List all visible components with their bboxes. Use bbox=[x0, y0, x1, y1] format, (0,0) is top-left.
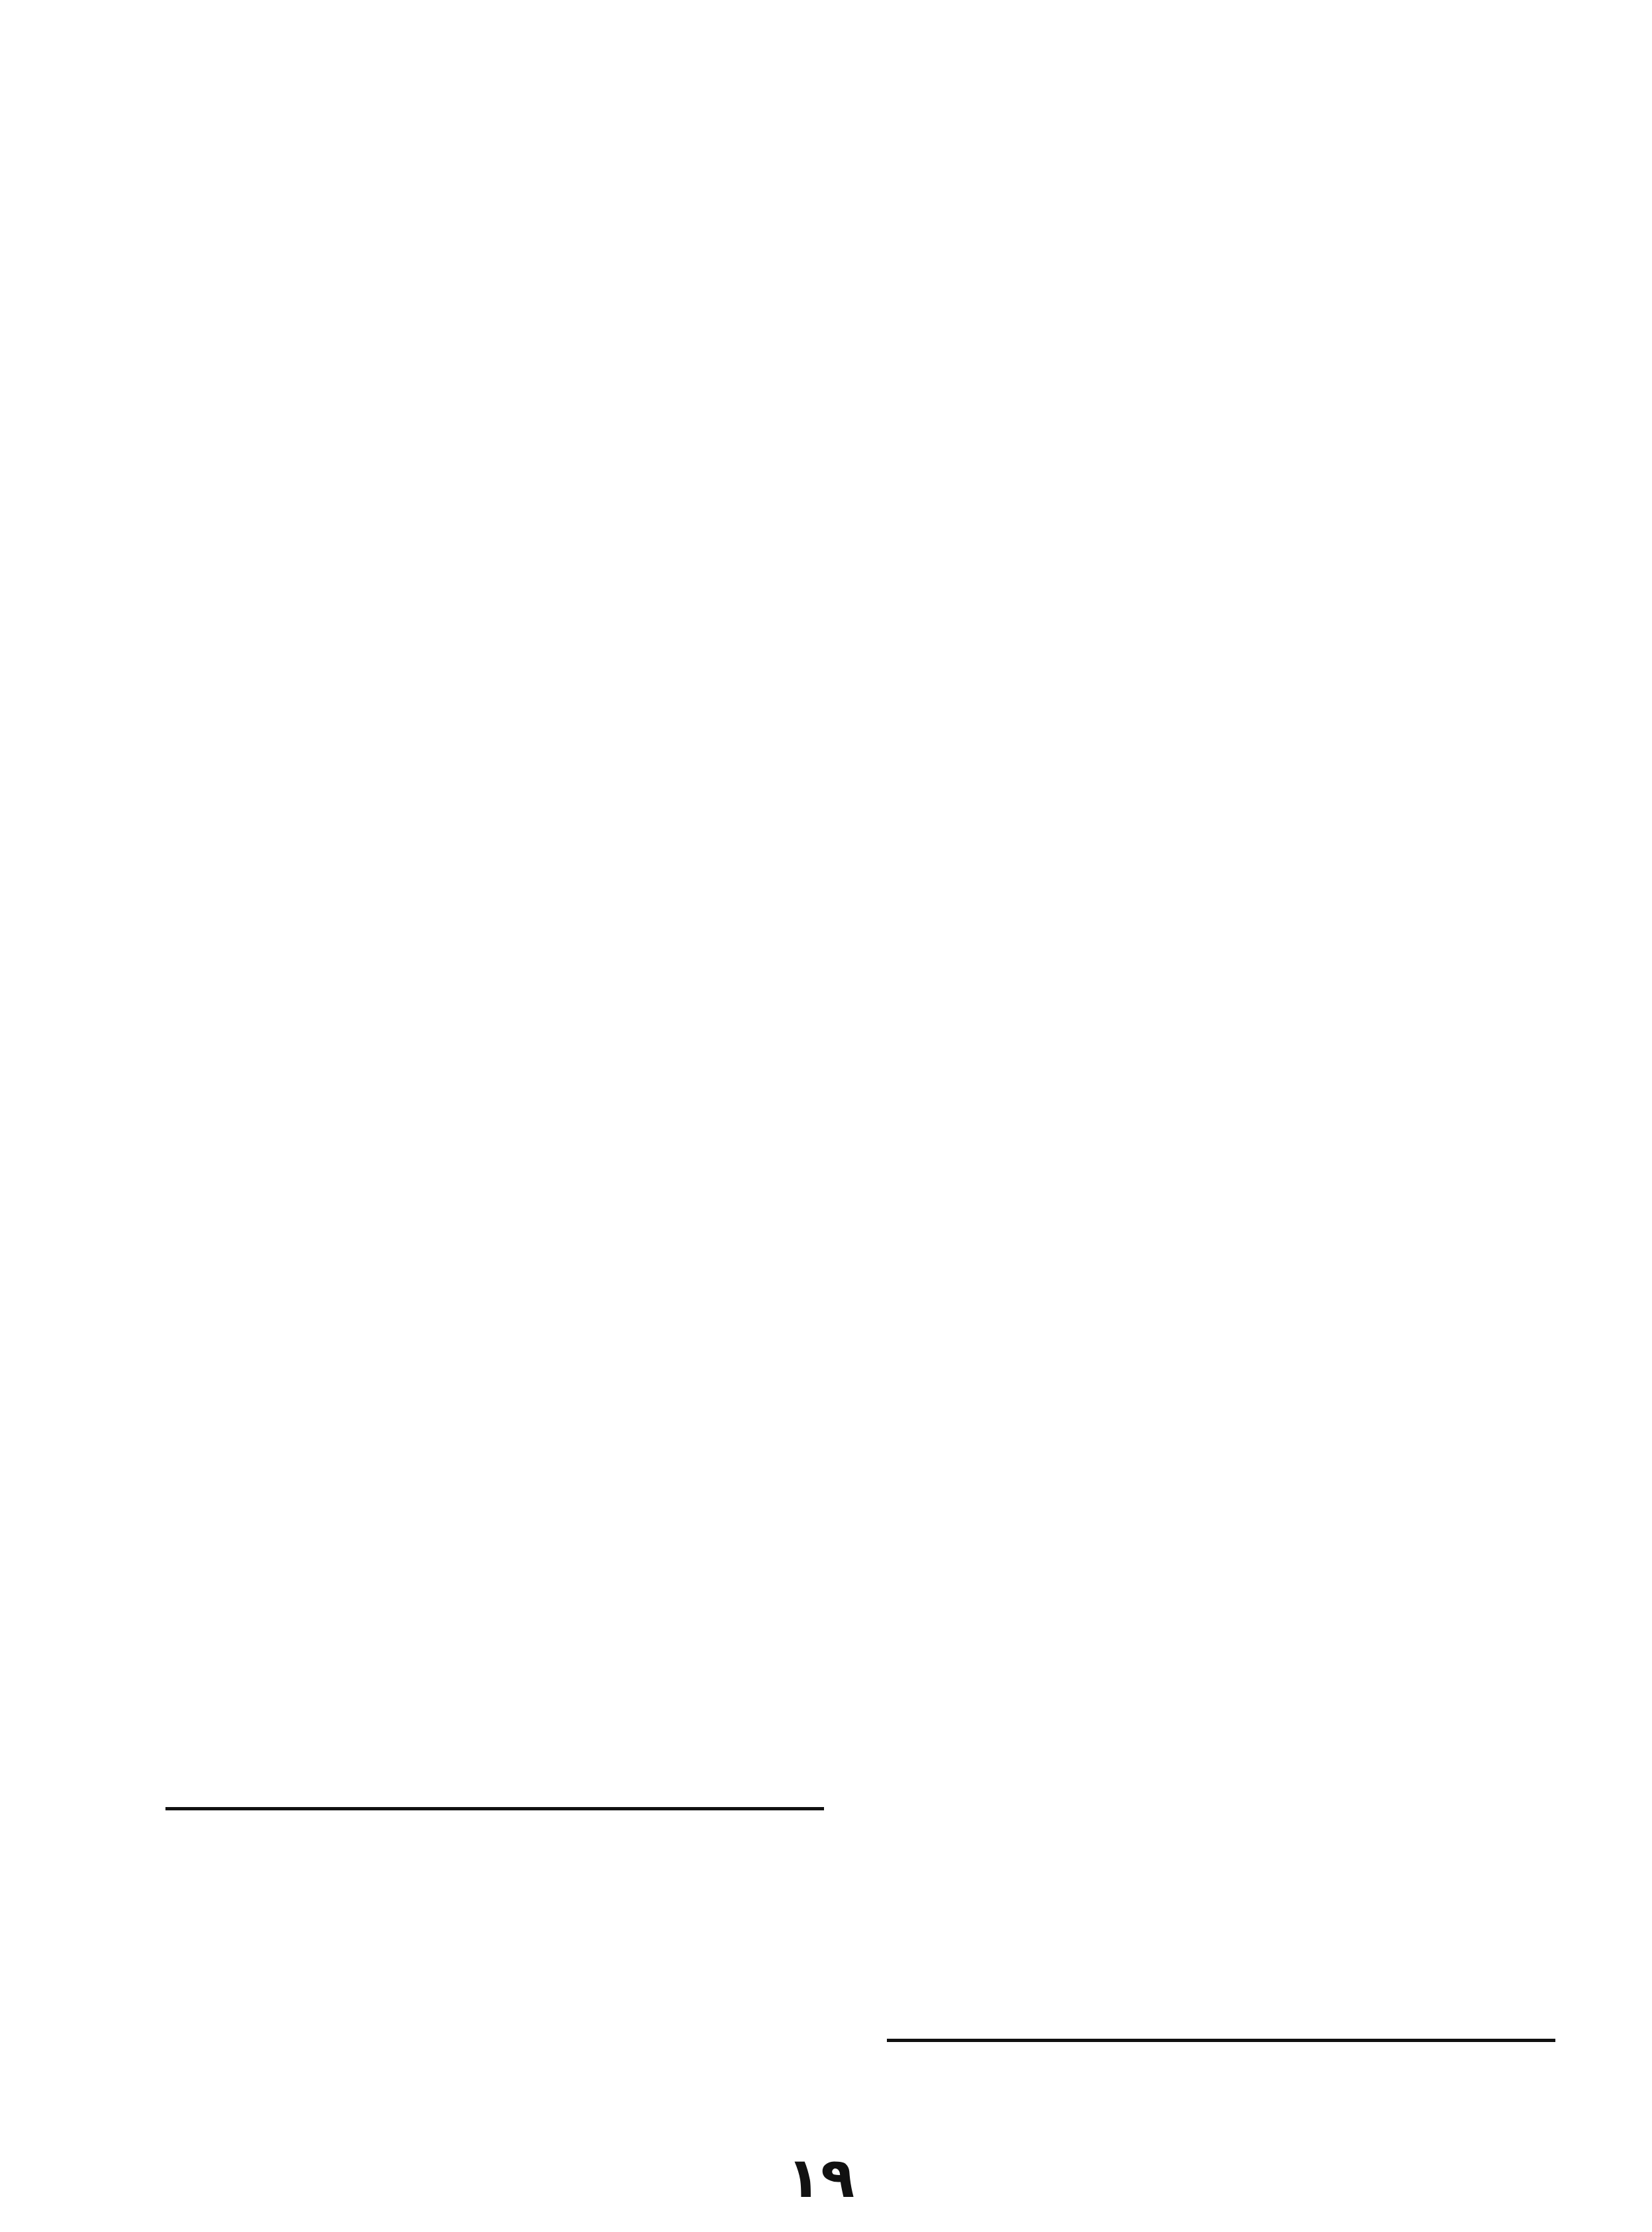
page-number: ١٩ bbox=[786, 2145, 855, 2210]
footnote-divider bbox=[165, 1807, 824, 1810]
footnote-divider bbox=[887, 2039, 1555, 2042]
article-column-left bbox=[116, 122, 811, 1784]
footnotes-left bbox=[116, 1817, 817, 2168]
footnotes-right bbox=[874, 2052, 1555, 2164]
article-column-right bbox=[860, 122, 1555, 2029]
